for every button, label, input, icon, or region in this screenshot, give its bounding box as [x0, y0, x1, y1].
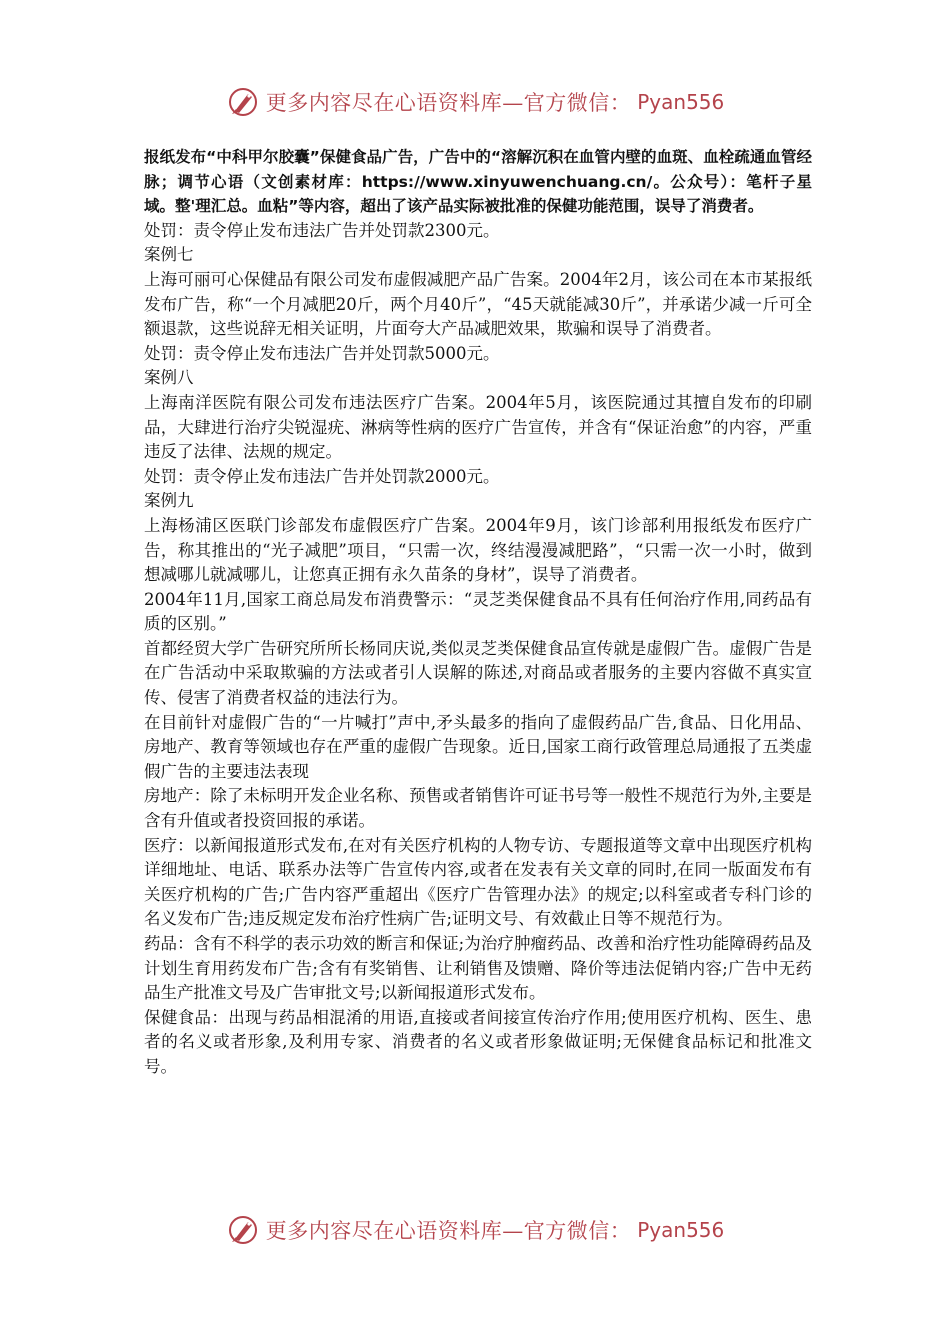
paragraph: 处罚：责令停止发布违法广告并处罚款2300元。	[144, 220, 500, 240]
paragraph: 保健食品：出现与药品相混淆的用语,直接或者间接宣传治疗作用;使用医疗机构、医生、患者的名义或者形象,及利用专家、消费者的名义或者形象做证明;无保健食品标记和批准文号。	[144, 1007, 812, 1076]
paragraph: 上海南洋医院有限公司发布违法医疗广告案。2004年5月，该医院通过其擅自发布的印刷品，大肆进行治疗尖锐湿疣、淋病等性病的医疗广告宣传，并含有“保证治愈”的内容，严重违反了法律、法规的规定。	[144, 392, 812, 462]
pen-nib-icon	[226, 85, 260, 119]
document-body	[144, 145, 812, 1080]
banner-text: 更多内容尽在心语资料库—官方微信：	[265, 91, 632, 115]
pen-nib-icon	[226, 1213, 260, 1247]
section-heading: 案例七	[144, 245, 194, 265]
banner-text: 更多内容尽在心语资料库—官方微信：	[265, 1219, 632, 1243]
paragraph: 处罚：责令停止发布违法广告并处罚款5000元。	[144, 343, 500, 363]
banner-wechat-id: Pyan556	[637, 90, 725, 114]
paragraph: 上海杨浦区医联门诊部发布虚假医疗广告案。2004年9月，该门诊部利用报纸发布医疗广告，称其推出的“光子减肥”项目，“只需一次，终结漫漫减肥路”，“只需一次一小时，做到想减哪儿就减哪儿，让您真正拥有永久苗条的身材”，误导了消费者。	[144, 515, 812, 585]
footer-banner	[0, 1212, 950, 1248]
paragraph: 药品：含有不科学的表示功效的断言和保证;为治疗肿瘤药品、改善和治疗性功能障碍药品及计划生育用药发布广告;含有有奖销售、让利销售及馈赠、降价等违法促销内容;广告中无药品生产批准文号及广告审批文号;以新闻报道形式发布。	[144, 934, 812, 1003]
paragraph: 首都经贸大学广告研究所所长杨同庆说,类似灵芝类保健食品宣传就是虚假广告。虚假广告是在广告活动中采取欺骗的方法或者引人误解的陈述,对商品或者服务的主要内容做不真实宣传、侵害了消费者权益的违法行为。	[144, 638, 812, 708]
section-heading: 案例九	[144, 491, 194, 511]
paragraph: 医疗：以新闻报道形式发布,在对有关医疗机构的人物专访、专题报道等文章中出现医疗机构详细地址、电话、联系办法等广告宣传内容,或者在发表有关文章的同时,在同一版面发布有关医疗机构的广告;广告内容严重超出《医疗广告管理办法》的规定;以科室或者专科门诊的名义发布广告;违反规定发布治疗性病广告;证明文号、有效截止日等不规范行为。	[144, 835, 812, 929]
paragraph: 2004年11月,国家工商总局发布消费警示：“灵芝类保健食品不具有任何治疗作用,同药品有质的区别。”	[144, 589, 812, 634]
paragraph: 房地产：除了未标明开发企业名称、预售或者销售许可证书号等一般性不规范行为外,主要是含有升值或者投资回报的承诺。	[144, 786, 812, 831]
banner-wechat-id: Pyan556	[637, 1218, 725, 1242]
paragraph: 上海可丽可心保健品有限公司发布虚假减肥产品广告案。2004年2月，该公司在本市某报纸发布广告，称“一个月减肥20斤，两个月40斤”，“45天就能减30斤”，并承诺少减一斤可全额退款，这些说辞无相关证明，片面夸大产品减肥效果，欺骗和误导了消费者。	[144, 269, 812, 339]
header-banner	[0, 84, 950, 120]
paragraph: 报纸发布“中科甲尔胶囊”保健食品广告，广告中的“溶解沉积在血管内壁的血斑、血栓疏通血管经脉；调节心语（文创素材库：https://www.xinyuwenchuang.cn/。公众号）：笔杆子星域。整'理汇总。血粘”等内容，超出了该产品实际被批准的保健功能范围，误导了消费者。	[144, 148, 812, 216]
paragraph: 处罚：责令停止发布违法广告并处罚款2000元。	[144, 466, 500, 486]
paragraph: 在目前针对虚假广告的“一片喊打”声中,矛头最多的指向了虚假药品广告,食品、日化用品、房地产、教育等领域也存在严重的虚假广告现象。近日,国家工商行政管理总局通报了五类虚假广告的主要违法表现	[144, 712, 812, 781]
section-heading: 案例八	[144, 368, 194, 388]
